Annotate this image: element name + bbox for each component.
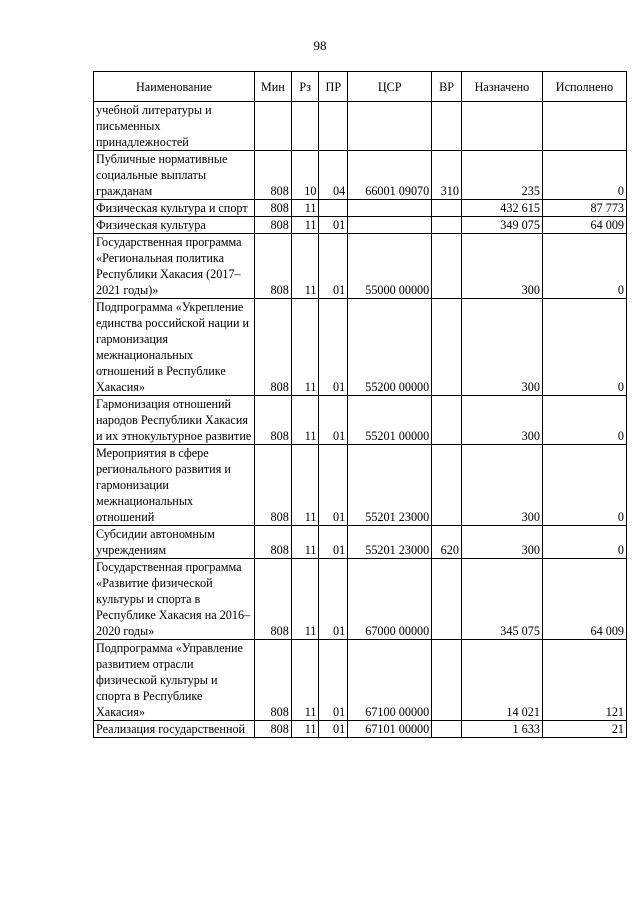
cell-name: учебной литературы и письменных принадлежностей — [94, 102, 255, 151]
cell-csr — [348, 217, 432, 234]
table-row — [94, 299, 627, 396]
cell-min: 808 — [254, 234, 291, 299]
cell-executed: 0 — [542, 396, 626, 445]
cell-executed — [542, 102, 626, 151]
header-min: Мин — [254, 72, 291, 102]
cell-assigned — [461, 102, 542, 151]
cell-assigned: 349 075 — [461, 217, 542, 234]
cell-rz: 11 — [291, 526, 319, 559]
cell-min: 808 — [254, 151, 291, 200]
cell-rz: 11 — [291, 721, 319, 738]
cell-vr — [432, 200, 462, 217]
cell-name: Физическая культура — [94, 217, 255, 234]
cell-assigned: 1 633 — [461, 721, 542, 738]
cell-vr — [432, 721, 462, 738]
cell-pr — [319, 200, 348, 217]
cell-rz — [291, 102, 319, 151]
cell-assigned: 300 — [461, 445, 542, 526]
table-row — [94, 200, 627, 217]
cell-executed: 0 — [542, 526, 626, 559]
cell-csr — [348, 102, 432, 151]
cell-executed: 21 — [542, 721, 626, 738]
table-row — [94, 151, 627, 200]
header-vr: ВР — [432, 72, 462, 102]
cell-rz: 11 — [291, 299, 319, 396]
cell-executed: 121 — [542, 640, 626, 721]
cell-rz: 11 — [291, 445, 319, 526]
table-row — [94, 217, 627, 234]
cell-pr: 04 — [319, 151, 348, 200]
cell-vr — [432, 640, 462, 721]
table-header-row — [94, 72, 627, 102]
cell-executed: 0 — [542, 151, 626, 200]
cell-executed: 64 009 — [542, 217, 626, 234]
cell-csr: 55201 00000 — [348, 396, 432, 445]
cell-executed: 0 — [542, 445, 626, 526]
page-number: 98 — [313, 38, 327, 53]
cell-rz: 11 — [291, 640, 319, 721]
cell-csr: 67101 00000 — [348, 721, 432, 738]
table-row — [94, 445, 627, 526]
cell-assigned: 300 — [461, 526, 542, 559]
cell-assigned: 300 — [461, 299, 542, 396]
cell-min: 808 — [254, 640, 291, 721]
table-row — [94, 721, 627, 738]
cell-name: Государственная программа «Развитие физической культуры и спорта в Республике Хакасия на 2016–2020 годы» — [94, 559, 255, 640]
cell-vr — [432, 559, 462, 640]
cell-rz: 11 — [291, 200, 319, 217]
cell-assigned: 345 075 — [461, 559, 542, 640]
header-executed: Исполнено — [542, 72, 626, 102]
cell-name: Подпрограмма «Укрепление единства российской нации и гармонизация межнациональных отношений в Республике Хакасия» — [94, 299, 255, 396]
cell-csr: 66001 09070 — [348, 151, 432, 200]
cell-name: Подпрограмма «Управление развитием отрасли физической культуры и спорта в Республике Хакасия» — [94, 640, 255, 721]
cell-min: 808 — [254, 200, 291, 217]
cell-vr — [432, 234, 462, 299]
table-row — [94, 640, 627, 721]
cell-pr: 01 — [319, 299, 348, 396]
cell-executed: 0 — [542, 234, 626, 299]
cell-assigned: 235 — [461, 151, 542, 200]
cell-pr — [319, 102, 348, 151]
cell-assigned: 432 615 — [461, 200, 542, 217]
table-row — [94, 396, 627, 445]
cell-rz: 11 — [291, 234, 319, 299]
cell-pr: 01 — [319, 217, 348, 234]
cell-vr — [432, 299, 462, 396]
header-csr: ЦСР — [348, 72, 432, 102]
cell-pr: 01 — [319, 445, 348, 526]
cell-pr: 01 — [319, 234, 348, 299]
cell-rz: 11 — [291, 396, 319, 445]
table-row — [94, 559, 627, 640]
cell-assigned: 300 — [461, 396, 542, 445]
cell-csr: 67100 00000 — [348, 640, 432, 721]
cell-name: Физическая культура и спорт — [94, 200, 255, 217]
cell-csr — [348, 200, 432, 217]
cell-pr: 01 — [319, 526, 348, 559]
cell-name: Гармонизация отношений народов Республики Хакасия и их этнокультурное развитие — [94, 396, 255, 445]
cell-rz: 11 — [291, 559, 319, 640]
table-row — [94, 234, 627, 299]
cell-min: 808 — [254, 217, 291, 234]
cell-name: Мероприятия в сфере регионального развития и гармонизации межнациональных отношений — [94, 445, 255, 526]
cell-min: 808 — [254, 396, 291, 445]
header-rz: Рз — [291, 72, 319, 102]
header-pr: ПР — [319, 72, 348, 102]
cell-pr: 01 — [319, 640, 348, 721]
cell-vr: 620 — [432, 526, 462, 559]
cell-assigned: 300 — [461, 234, 542, 299]
cell-csr: 55200 00000 — [348, 299, 432, 396]
cell-min: 808 — [254, 445, 291, 526]
cell-min — [254, 102, 291, 151]
cell-pr: 01 — [319, 396, 348, 445]
cell-vr — [432, 445, 462, 526]
header-assigned: Назначено — [461, 72, 542, 102]
cell-rz: 10 — [291, 151, 319, 200]
cell-assigned: 14 021 — [461, 640, 542, 721]
cell-executed: 64 009 — [542, 559, 626, 640]
cell-pr: 01 — [319, 721, 348, 738]
cell-pr: 01 — [319, 559, 348, 640]
cell-executed: 87 773 — [542, 200, 626, 217]
cell-csr: 55000 00000 — [348, 234, 432, 299]
header-name: Наименование — [94, 72, 255, 102]
cell-name: Субсидии автономным учреждениям — [94, 526, 255, 559]
cell-vr — [432, 396, 462, 445]
cell-csr: 67000 00000 — [348, 559, 432, 640]
cell-csr: 55201 23000 — [348, 445, 432, 526]
cell-min: 808 — [254, 721, 291, 738]
table-row — [94, 526, 627, 559]
cell-min: 808 — [254, 526, 291, 559]
cell-vr — [432, 217, 462, 234]
cell-csr: 55201 23000 — [348, 526, 432, 559]
cell-executed: 0 — [542, 299, 626, 396]
cell-vr — [432, 102, 462, 151]
budget-table — [93, 71, 627, 738]
cell-vr: 310 — [432, 151, 462, 200]
cell-min: 808 — [254, 559, 291, 640]
cell-min: 808 — [254, 299, 291, 396]
cell-rz: 11 — [291, 217, 319, 234]
table-row — [94, 102, 627, 151]
cell-name: Государственная программа «Региональная политика Республики Хакасия (2017–2021 годы)» — [94, 234, 255, 299]
cell-name: Реализация государственной — [94, 721, 255, 738]
cell-name: Публичные нормативные социальные выплаты гражданам — [94, 151, 255, 200]
